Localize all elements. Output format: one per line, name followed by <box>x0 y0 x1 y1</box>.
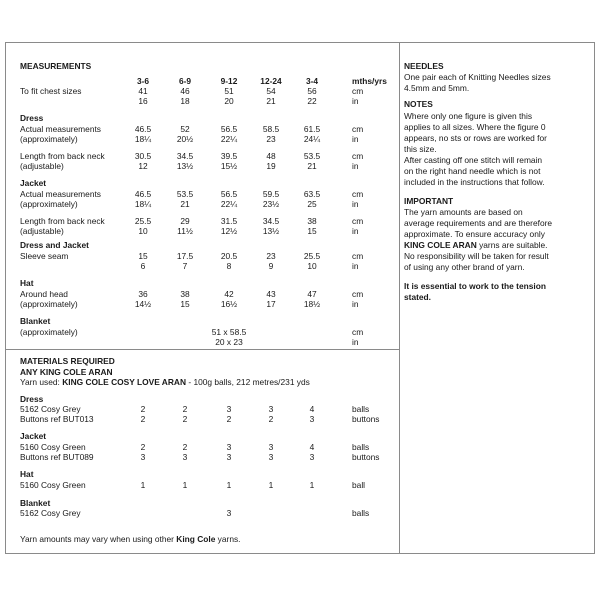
needles-text: One pair each of Knitting Needles sizes <box>404 72 551 82</box>
unit-label: balls <box>352 508 370 518</box>
measurement-value: 20 <box>224 96 234 106</box>
unit-label: balls <box>352 404 370 414</box>
material-quantity: 4 <box>309 404 315 414</box>
unit-label: in <box>352 226 359 236</box>
unit-label: ball <box>352 480 366 490</box>
material-quantity: 3 <box>268 452 274 462</box>
measurement-value: 59.5 <box>262 189 280 199</box>
measurement-value: 15 <box>307 226 317 236</box>
material-quantity: 3 <box>309 414 315 424</box>
measurement-value: 20.5 <box>220 251 238 261</box>
row-label: (approximately) <box>20 199 78 209</box>
measurement-value: 12½ <box>220 226 238 236</box>
material-label: 5160 Cosy Green <box>20 480 86 490</box>
measurement-value: 46.5 <box>134 189 152 199</box>
unit-label: in <box>352 161 359 171</box>
measurement-value: 43 <box>266 289 276 299</box>
measurement-value: 17.5 <box>176 251 194 261</box>
measurement-value: 15 <box>138 251 148 261</box>
measurement-value: 21 <box>307 161 317 171</box>
group-heading: Dress <box>20 113 44 123</box>
material-label: 5160 Cosy Green <box>20 442 86 452</box>
material-quantity: 1 <box>268 480 274 490</box>
important-title: IMPORTANT <box>404 196 454 206</box>
unit-label: in <box>352 96 359 106</box>
measurement-value: 63.5 <box>303 189 321 199</box>
brand-name: KING COLE ARAN <box>404 240 477 250</box>
important-text: approximate. To ensure accuracy only <box>404 229 545 239</box>
unit-label: cm <box>352 251 364 261</box>
measurement-value: 10 <box>138 226 148 236</box>
row-label: To fit chest sizes <box>20 86 82 96</box>
measurement-value: 15 <box>180 299 190 309</box>
material-quantity: 2 <box>182 414 188 424</box>
size-header: 3-6 <box>136 76 150 86</box>
measurement-value: 51 x 58.5 <box>211 327 247 337</box>
measurement-value: 14½ <box>134 299 152 309</box>
measurement-value: 24¼ <box>303 134 321 144</box>
group-heading: Blanket <box>20 498 51 508</box>
material-quantity: 3 <box>226 452 232 462</box>
row-label: Sleeve seam <box>20 251 69 261</box>
unit-label: in <box>352 299 359 309</box>
important-text: The yarn amounts are based on <box>404 207 523 217</box>
material-quantity: 3 <box>226 508 232 518</box>
measurement-value: 54 <box>266 86 276 96</box>
measurement-value: 18¼ <box>134 134 152 144</box>
measurement-value: 18¼ <box>134 199 152 209</box>
size-header: 9-12 <box>220 76 238 86</box>
yarn-variation-note <box>20 534 241 544</box>
measurement-value: 25 <box>307 199 317 209</box>
material-quantity: 3 <box>268 442 274 452</box>
important-brand-line <box>404 240 548 250</box>
unit-label: cm <box>352 289 364 299</box>
material-quantity: 4 <box>309 442 315 452</box>
row-label: Around head <box>20 289 68 299</box>
unit-label: cm <box>352 327 364 337</box>
measurement-value: 56 <box>307 86 317 96</box>
measurement-value: 48 <box>266 151 276 161</box>
material-label: Buttons ref BUT089 <box>20 452 94 462</box>
group-heading: Jacket <box>20 178 47 188</box>
notes-text: included in the instructions that follow. <box>404 177 545 187</box>
measurement-value: 29 <box>180 216 190 226</box>
material-quantity: 3 <box>226 442 232 452</box>
measurement-value: 15½ <box>220 161 238 171</box>
yarn-details: - 100g balls, 212 metres/231 yds <box>186 377 310 387</box>
row-label: (adjustable) <box>20 161 64 171</box>
group-heading: Hat <box>20 278 34 288</box>
important-text: of using any other brand of yarn. <box>404 262 525 272</box>
measurement-value: 11½ <box>177 226 193 236</box>
row-label: (approximately) <box>20 299 78 309</box>
important-text: No responsibility will be taken for result <box>404 251 549 261</box>
tension-warning: stated. <box>404 292 431 302</box>
material-quantity: 2 <box>140 442 146 452</box>
group-heading: Hat <box>20 469 34 479</box>
group-heading: Dress and Jacket <box>20 240 89 250</box>
row-label: Length from back neck <box>20 151 105 161</box>
row-label: (approximately) <box>20 327 78 337</box>
material-quantity: 1 <box>309 480 315 490</box>
notes-title: NOTES <box>404 99 433 109</box>
unit-label: buttons <box>352 414 380 424</box>
material-label: Buttons ref BUT013 <box>20 414 94 424</box>
material-quantity: 3 <box>309 452 315 462</box>
row-label: Length from back neck <box>20 216 105 226</box>
size-header: 3-4 <box>305 76 319 86</box>
material-quantity: 1 <box>182 480 188 490</box>
measurement-value: 53.5 <box>303 151 321 161</box>
measurement-value: 25.5 <box>303 251 321 261</box>
measurement-value: 6 <box>140 261 146 271</box>
measurement-value: 41 <box>138 86 148 96</box>
measurement-value: 34.5 <box>262 216 280 226</box>
measurement-value: 13½ <box>262 226 280 236</box>
measurement-value: 21 <box>266 96 276 106</box>
size-header: 6-9 <box>178 76 192 86</box>
measurement-value: 46.5 <box>134 124 152 134</box>
measurement-value: 58.5 <box>262 124 280 134</box>
notes-text: Where only one figure is given this <box>404 111 533 121</box>
measurement-value: 36 <box>138 289 148 299</box>
material-quantity: 1 <box>140 480 146 490</box>
material-quantity: 3 <box>226 404 232 414</box>
yarn-used-line <box>20 377 310 387</box>
notes-text: After casting off one stitch will remain <box>404 155 543 165</box>
needles-text: 4.5mm and 5mm. <box>404 83 470 93</box>
measurement-value: 22 <box>307 96 317 106</box>
measurement-value: 10 <box>307 261 317 271</box>
measurement-value: 56.5 <box>220 124 238 134</box>
yarn-name: KING COLE COSY LOVE ARAN <box>62 377 186 387</box>
section-divider <box>5 349 399 350</box>
notes-text: appears, no sts or rows are worked for <box>404 133 547 143</box>
unit-label: cm <box>352 86 364 96</box>
row-label: (adjustable) <box>20 226 64 236</box>
yarn-used-prefix: Yarn used: <box>20 377 63 387</box>
material-quantity: 2 <box>182 404 188 414</box>
measurement-value: 52 <box>180 124 190 134</box>
unit-label: in <box>352 261 359 271</box>
measurement-value: 19 <box>266 161 276 171</box>
measurement-value: 39.5 <box>220 151 238 161</box>
measurement-value: 17 <box>266 299 276 309</box>
notes-text: applies to all sizes. Where the figure 0 <box>404 122 546 132</box>
note-text: yarns. <box>215 534 241 544</box>
measurement-value: 30.5 <box>134 151 152 161</box>
material-quantity: 3 <box>268 404 274 414</box>
measurement-value: 22¼ <box>220 199 238 209</box>
measurement-value: 9 <box>268 261 274 271</box>
material-quantity: 2 <box>268 414 274 424</box>
measurement-value: 47 <box>307 289 317 299</box>
measurement-value: 23 <box>266 251 276 261</box>
measurements-title: MEASUREMENTS <box>20 61 92 71</box>
unit-label: cm <box>352 189 364 199</box>
tension-warning: It is essential to work to the tension <box>404 281 546 291</box>
unit-label: cm <box>352 216 364 226</box>
measurement-value: 34.5 <box>176 151 194 161</box>
measurement-value: 8 <box>226 261 232 271</box>
measurement-value: 13½ <box>176 161 194 171</box>
units-header: mths/yrs <box>352 76 387 86</box>
measurement-value: 18½ <box>303 299 321 309</box>
group-heading: Blanket <box>20 316 51 326</box>
materials-subtitle: ANY KING COLE ARAN <box>20 367 113 377</box>
unit-label: balls <box>352 442 370 452</box>
needles-title: NEEDLES <box>404 61 444 71</box>
measurement-value: 23 <box>266 134 276 144</box>
column-divider <box>399 42 400 554</box>
material-quantity: 1 <box>226 480 232 490</box>
notes-text: this size. <box>404 144 437 154</box>
note-text: Yarn amounts may vary when using other <box>20 534 177 544</box>
row-label: Actual measurements <box>20 189 101 199</box>
important-text: yarns are suitable. <box>476 240 548 250</box>
measurement-value: 31.5 <box>220 216 238 226</box>
unit-label: in <box>352 199 359 209</box>
size-header: 12-24 <box>260 76 282 86</box>
notes-text: on the right hand needle which is not <box>404 166 541 176</box>
material-label: 5162 Cosy Grey <box>20 404 81 414</box>
measurement-value: 38 <box>307 216 317 226</box>
unit-label: cm <box>352 151 364 161</box>
measurement-value: 51 <box>224 86 234 96</box>
material-quantity: 2 <box>182 442 188 452</box>
row-label: (approximately) <box>20 134 78 144</box>
unit-label: in <box>352 134 359 144</box>
measurement-value: 12 <box>138 161 148 171</box>
group-heading: Jacket <box>20 431 47 441</box>
unit-label: buttons <box>352 452 380 462</box>
material-label: 5162 Cosy Grey <box>20 508 81 518</box>
materials-title: MATERIALS REQUIRED <box>20 356 115 366</box>
measurement-value: 7 <box>182 261 188 271</box>
measurement-value: 56.5 <box>220 189 238 199</box>
measurement-value: 25.5 <box>134 216 152 226</box>
measurement-value: 20½ <box>176 134 194 144</box>
material-quantity: 3 <box>140 452 146 462</box>
unit-label: cm <box>352 124 364 134</box>
measurement-value: 18 <box>180 96 190 106</box>
measurement-value: 16½ <box>220 299 238 309</box>
measurement-value: 46 <box>180 86 190 96</box>
measurement-value: 38 <box>180 289 190 299</box>
measurement-value: 42 <box>224 289 234 299</box>
measurement-value: 61.5 <box>303 124 321 134</box>
measurement-value: 16 <box>138 96 148 106</box>
material-quantity: 2 <box>140 404 146 414</box>
brand-name: King Cole <box>176 534 216 544</box>
unit-label: in <box>352 337 359 347</box>
group-heading: Dress <box>20 394 44 404</box>
row-label: Actual measurements <box>20 124 101 134</box>
measurement-value: 53.5 <box>176 189 194 199</box>
measurement-value: 21 <box>180 199 190 209</box>
material-quantity: 2 <box>226 414 232 424</box>
measurement-value: 20 x 23 <box>215 337 243 347</box>
measurement-value: 23½ <box>262 199 280 209</box>
material-quantity: 3 <box>182 452 188 462</box>
measurement-value: 22¼ <box>220 134 238 144</box>
important-text: average requirements and are therefore <box>404 218 553 228</box>
material-quantity: 2 <box>140 414 146 424</box>
